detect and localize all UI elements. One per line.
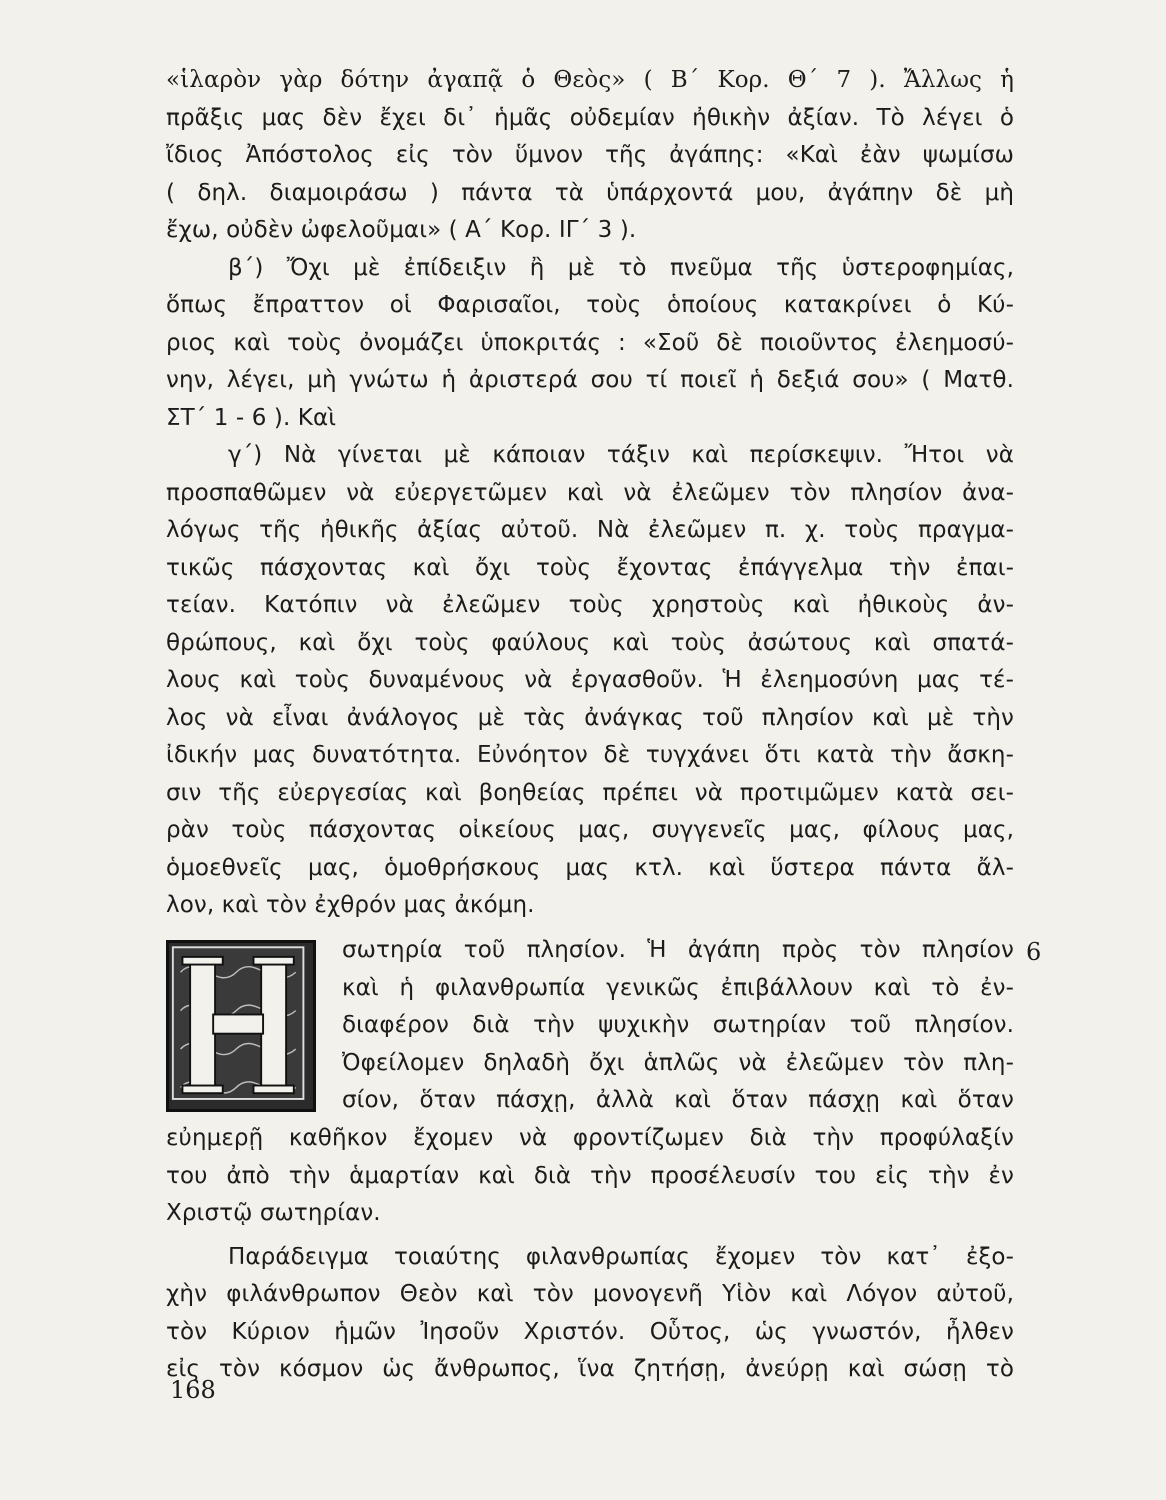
text-line: ἔχω, οὐδὲν ὠφελοῦμαι» ( Α΄ Κορ. ΙΓ΄ 3 ). — [166, 217, 637, 243]
text-line: εἰς τὸν κόσμον ὡς ἄνθρωπος, ἵνα ζητήσῃ, ἀνεύρῃ καὶ σώσῃ τὸ — [166, 1356, 1014, 1382]
text-line: ( δηλ. διαμοιράσω ) πάντα τὰ ὑπάρχοντά μου, ἀγάπην δὲ μὴ — [166, 179, 1014, 206]
text-line: λον, καὶ τὸν ἐχθρόν μας ἀκόμη. — [166, 892, 535, 918]
text-line: χὴν φιλάνθρωπον Θεὸν καὶ τὸν μονογενῆ Υἱὸν καὶ Λόγον αὐτοῦ, — [166, 1281, 1014, 1307]
text-line: θρώπους, καὶ ὄχι τοὺς φαύλους καὶ τοὺς ἀσώτους καὶ σπατά- — [166, 629, 1014, 656]
text-line: τικῶς πάσχοντας καὶ ὄχι τοὺς ἔχοντας ἐπάγγελμα τὴν ἐπαι- — [166, 554, 1014, 581]
text-line: τείαν. Κατόπιν νὰ ἐλεῶμεν τοὺς χρηστοὺς καὶ ἠθικοὺς ἀν- — [166, 592, 1014, 618]
text-line: ὅπως ἔπραττον οἱ Φαρισαῖοι, τοὺς ὁποίους κατακρίνει ὁ Κύ- — [166, 292, 1014, 318]
text-line: ἴδιος Ἀπόστολος εἰς τὸν ὕμνον τῆς ἀγάπης: «Καὶ ἐὰν ψωμίσω — [166, 142, 1014, 168]
text-line: «ἱλαρὸν γὰρ δότην ἀγαπᾷ ὁ Θεὸς» ( Β΄ Κορ. Θ΄ 7 ). Ἄλλως ἡ — [166, 67, 1014, 93]
text-line: Χριστῷ σωτηρίαν. — [166, 1200, 381, 1226]
text-line: σίον, ὅταν πάσχῃ, ἀλλὰ καὶ ὅταν πάσχῃ καὶ ὅταν — [342, 1087, 1014, 1113]
text-line: λους καὶ τοὺς δυναμένους νὰ ἐργασθοῦν. Ἡ ἐλεημοσύνη μας τέ- — [166, 667, 1014, 693]
text-line: ἰδικήν μας δυνατότητα. Εὐνόητον δὲ τυγχάνει ὅτι κατὰ τὴν ἄσκη- — [166, 742, 1014, 768]
text-line: Ὀφείλομεν δηλαδὴ ὄχι ἁπλῶς νὰ ἐλεῶμεν τὸν πλη- — [342, 1049, 1014, 1076]
text-line: ὁμοεθνεῖς μας, ὁμοθρήσκους μας κτλ. καὶ ὕστερα πάντα ἄλ- — [166, 854, 1014, 881]
text-line: β΄) Ὄχι μὲ ἐπίδειξιν ἢ μὲ τὸ πνεῦμα τῆς ὑστεροφημίας, — [228, 254, 1014, 281]
top-text-block — [166, 62, 1014, 925]
text-line: πρᾶξις μας δὲν ἔχει δι᾿ ἡμᾶς οὐδεμίαν ἠθικὴν ἀξίαν. Τὸ λέγει ὁ — [166, 104, 1014, 131]
text-line: καὶ ἡ φιλανθρωπία γενικῶς ἐπιβάλλουν καὶ τὸ ἐν- — [342, 974, 1014, 1001]
text-line: διαφέρον διὰ τὴν ψυχικὴν σωτηρίαν τοῦ πλησίον. — [342, 1012, 1014, 1038]
text-line: σωτηρία τοῦ πλησίον. Ἡ ἀγάπη πρὸς τὸν πλησίον — [342, 937, 1014, 963]
text-line: τὸν Κύριον ἡμῶν Ἰησοῦν Χριστόν. Οὗτος, ὡς γνωστόν, ἦλθεν — [166, 1318, 1014, 1345]
text-line: ριος καὶ τοὺς ὀνομάζει ὑποκριτάς : «Σοῦ δὲ ποιοῦντος ἐλεημοσύ- — [166, 329, 1014, 356]
text-after-initial — [166, 1120, 1014, 1389]
text-line: σιν τῆς εὐεργεσίας καὶ βοηθείας πρέπει νὰ προτιμῶμεν κατὰ σει- — [166, 779, 1014, 806]
text-line: ρὰν τοὺς πάσχοντας οἰκείους μας, συγγενεῖς μας, φίλους μας, — [166, 817, 1014, 843]
text-line: νην, λέγει, μὴ γνώτω ἡ ἀριστερά σου τί ποιεῖ ἡ δεξιά σου» ( Ματθ. — [166, 367, 1014, 393]
text-line: προσπαθῶμεν νὰ εὐεργετῶμεν καὶ νὰ ἐλεῶμεν τὸν πλησίον ἀνα- — [166, 479, 1014, 506]
text-line: του ἀπὸ τὴν ἁμαρτίαν καὶ διὰ τὴν προσέλευσίν του εἰς τὴν ἐν — [166, 1162, 1014, 1189]
ornamental-initial-eta-icon — [169, 943, 313, 1109]
text-line: εὐημερῇ καθῆκον ἔχομεν νὰ φροντίζωμεν διὰ τὴν προφύλαξίν — [166, 1125, 1014, 1151]
text-line: λος νὰ εἶναι ἀνάλογος μὲ τὰς ἀνάγκας τοῦ πλησίον καὶ μὲ τὴν — [166, 704, 1014, 731]
text-line: Παράδειγμα τοιαύτης φιλανθρωπίας ἔχομεν τὸν κατ᾿ ἐξο- — [228, 1243, 1014, 1270]
text-beside-initial — [342, 932, 1014, 1120]
text-line: γ΄) Νὰ γίνεται μὲ κάποιαν τάξιν καὶ περίσκεψιν. Ἤτοι νὰ — [228, 442, 1014, 468]
margin-section-number: 6 — [1026, 938, 1042, 966]
ornamental-initial — [166, 940, 316, 1112]
text-line: ΣΤ΄ 1 - 6 ). Καὶ — [166, 404, 337, 431]
page-number: 168 — [170, 1376, 216, 1404]
text-line: λόγως τῆς ἠθικῆς ἀξίας αὐτοῦ. Νὰ ἐλεῶμεν π. χ. τοὺς πραγμα- — [166, 517, 1014, 543]
